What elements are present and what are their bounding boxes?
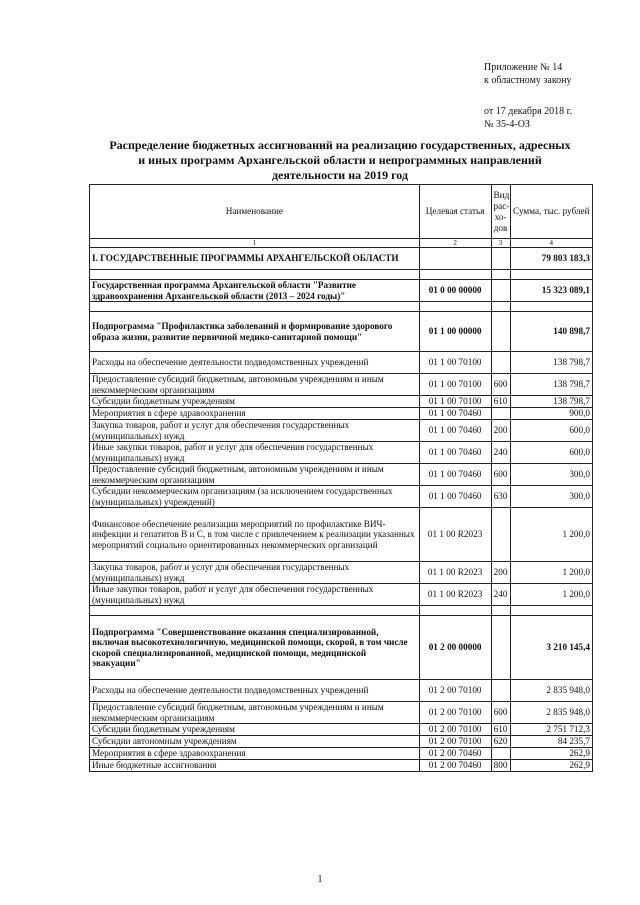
row-name: Подпрограмма "Профилактика заболеваний и формирование здорового образа жизни, развитие первичной медико-санитарной помощи" <box>90 312 420 352</box>
row-sum: 600,0 <box>510 442 592 464</box>
row-sum: 15 323 089,1 <box>510 280 592 302</box>
row-code: 01 1 00 70100 <box>419 374 491 396</box>
row-sum: 900,0 <box>510 408 592 420</box>
row-code: 01 1 00 70460 <box>419 442 491 464</box>
row-code: 01 1 00 70460 <box>419 464 491 486</box>
row-name: Субсидии бюджетным учреждениям <box>90 724 420 736</box>
table-row <box>90 396 593 408</box>
table-row <box>90 464 593 486</box>
header-kind: Вид рас-хо-дов <box>491 185 510 239</box>
row-sum: 1 200,0 <box>510 584 592 606</box>
row-name: Предоставление субсидий бюджетным, автономным учреждениям и иным некоммерческим организациям <box>90 464 420 486</box>
table-row <box>90 760 593 772</box>
row-code: 01 2 00 70100 <box>419 702 491 724</box>
table-row <box>90 442 593 464</box>
row-kind: 200 <box>491 562 510 584</box>
row-name: Субсидии некоммерческим организациям (за исключением государственных (муниципальных) учреждений) <box>90 486 420 508</box>
row-name: Иные закупки товаров, работ и услуг для обеспечения государственных (муниципальных) нужд <box>90 442 420 464</box>
row-sum: 79 803 183,3 <box>510 248 592 270</box>
row-name: Подпрограмма "Совершенствование оказания специализированной, включая высокотехнологичную, медицинской помощи, скорой, в том числе скорой специализированной, медицинской помощи, медицинской эвакуации" <box>90 616 420 680</box>
table-row <box>90 562 593 584</box>
row-kind <box>491 280 510 302</box>
appendix-note <box>484 62 572 131</box>
table-row <box>90 374 593 396</box>
header-sum: Сумма, тыс. рублей <box>510 185 592 239</box>
row-name: Расходы на обеспечение деятельности подведомственных учреждений <box>90 680 420 702</box>
title-line: и иных программ Архангельской области и непрограммных направлений <box>138 153 542 167</box>
column-number: 4 <box>510 239 592 248</box>
row-kind <box>491 408 510 420</box>
row-kind: 240 <box>491 584 510 606</box>
row-code: 01 1 00 R2023 <box>419 508 491 562</box>
row-kind: 200 <box>491 420 510 442</box>
spacer-row <box>90 606 593 616</box>
page-number: 1 <box>317 874 323 885</box>
row-sum: 262,9 <box>510 748 592 760</box>
table-row <box>90 736 593 748</box>
table-row <box>90 724 593 736</box>
row-kind: 600 <box>491 702 510 724</box>
row-sum: 138 798,7 <box>510 396 592 408</box>
row-sum: 2 835 948,0 <box>510 702 592 724</box>
row-sum: 138 798,7 <box>510 352 592 374</box>
row-code: 01 1 00 70100 <box>419 396 491 408</box>
table-row <box>90 680 593 702</box>
row-code: 01 1 00 70460 <box>419 420 491 442</box>
appendix-line: от 17 декабря 2018 г. <box>484 106 573 117</box>
row-sum: 84 235,7 <box>510 736 592 748</box>
table-row <box>90 508 593 562</box>
row-kind: 630 <box>491 486 510 508</box>
row-code: 01 2 00 70100 <box>419 724 491 736</box>
row-kind: 800 <box>491 760 510 772</box>
row-kind <box>491 748 510 760</box>
table-row <box>90 352 593 374</box>
row-code: 01 2 00 70100 <box>419 736 491 748</box>
document-title <box>86 138 594 183</box>
appendix-line: Приложение № 14 <box>484 62 563 73</box>
row-name: Расходы на обеспечение деятельности подведомственных учреждений <box>90 352 420 374</box>
budget-table <box>89 184 593 772</box>
row-kind: 610 <box>491 724 510 736</box>
row-kind <box>491 616 510 680</box>
row-name: Финансовое обеспечение реализации мероприятий по профилактике ВИЧ-инфекции и гепатитов B и C, в том числе с привлечением к реализации указанных мероприятий социально ориентированных некоммерческих организаций <box>90 508 420 562</box>
row-code: 01 1 00 R2023 <box>419 562 491 584</box>
row-kind: 240 <box>491 442 510 464</box>
table-row <box>90 486 593 508</box>
row-kind <box>491 312 510 352</box>
row-sum: 300,0 <box>510 486 592 508</box>
row-name: Мероприятия в сфере здравоохранения <box>90 748 420 760</box>
header-name: Наименование <box>90 185 420 239</box>
row-name: Предоставление субсидий бюджетным, автономным учреждениям и иным некоммерческим организациям <box>90 702 420 724</box>
table-row <box>90 280 593 302</box>
row-name: Иные закупки товаров, работ и услуг для обеспечения государственных (муниципальных) нужд <box>90 584 420 606</box>
row-sum: 138 798,7 <box>510 374 592 396</box>
row-sum: 2 835 948,0 <box>510 680 592 702</box>
row-code: 01 2 00 70460 <box>419 748 491 760</box>
row-kind <box>491 248 510 270</box>
row-kind: 600 <box>491 464 510 486</box>
row-name: Иные бюджетные ассигнования <box>90 760 420 772</box>
row-sum: 140 898,7 <box>510 312 592 352</box>
row-sum: 3 210 145,4 <box>510 616 592 680</box>
row-name: Государственная программа Архангельской области "Развитие здравоохранения Архангельской области (2013 – 2024 годы)" <box>90 280 420 302</box>
column-number: 1 <box>90 239 420 248</box>
row-code: 01 0 00 00000 <box>419 280 491 302</box>
row-name: Закупка товаров, работ и услуг для обеспечения государственных (муниципальных) нужд <box>90 562 420 584</box>
row-sum: 262,9 <box>510 760 592 772</box>
table-row <box>90 420 593 442</box>
table-row <box>90 408 593 420</box>
row-kind <box>491 508 510 562</box>
table-header-row <box>90 185 593 239</box>
header-code: Целевая статья <box>419 185 491 239</box>
row-code: 01 2 00 70460 <box>419 760 491 772</box>
table-row <box>90 584 593 606</box>
row-kind <box>491 352 510 374</box>
row-name: Мероприятия в сфере здравоохранения <box>90 408 420 420</box>
row-sum: 600,0 <box>510 420 592 442</box>
spacer-row <box>90 302 593 312</box>
row-code: 01 1 00 70460 <box>419 486 491 508</box>
table-row <box>90 702 593 724</box>
table-row <box>90 248 593 270</box>
row-kind <box>491 680 510 702</box>
table-row <box>90 616 593 680</box>
row-code: 01 2 00 70100 <box>419 680 491 702</box>
row-kind: 610 <box>491 396 510 408</box>
row-sum: 1 200,0 <box>510 562 592 584</box>
row-code <box>419 248 491 270</box>
column-number: 3 <box>491 239 510 248</box>
row-sum: 1 200,0 <box>510 508 592 562</box>
row-code: 01 1 00 R2023 <box>419 584 491 606</box>
row-kind: 600 <box>491 374 510 396</box>
title-line: Распределение бюджетных ассигнований на реализацию государственных, адресных <box>109 138 571 152</box>
row-sum: 2 751 712,3 <box>510 724 592 736</box>
spacer-row <box>90 270 593 280</box>
table-row <box>90 748 593 760</box>
row-name: Предоставление субсидий бюджетным, автономным учреждениям и иным некоммерческим организациям <box>90 374 420 396</box>
column-number-row <box>90 239 593 248</box>
row-code: 01 2 00 00000 <box>419 616 491 680</box>
row-name: Закупка товаров, работ и услуг для обеспечения государственных (муниципальных) нужд <box>90 420 420 442</box>
row-name: Субсидии автономным учреждениям <box>90 736 420 748</box>
column-number: 2 <box>419 239 491 248</box>
row-name: Субсидии бюджетным учреждениям <box>90 396 420 408</box>
row-sum: 300,0 <box>510 464 592 486</box>
spacer <box>484 87 572 106</box>
row-code: 01 1 00 00000 <box>419 312 491 352</box>
row-code: 01 1 00 70100 <box>419 352 491 374</box>
row-code: 01 1 00 70460 <box>419 408 491 420</box>
appendix-line: № 35-4-ОЗ <box>484 118 530 130</box>
table-row <box>90 312 593 352</box>
title-line: деятельности на 2019 год <box>271 168 409 182</box>
row-name: I. ГОСУДАРСТВЕННЫЕ ПРОГРАММЫ АРХАНГЕЛЬСКОЙ ОБЛАСТИ <box>90 248 420 270</box>
appendix-line: к областному закону <box>484 74 572 86</box>
row-kind: 620 <box>491 736 510 748</box>
